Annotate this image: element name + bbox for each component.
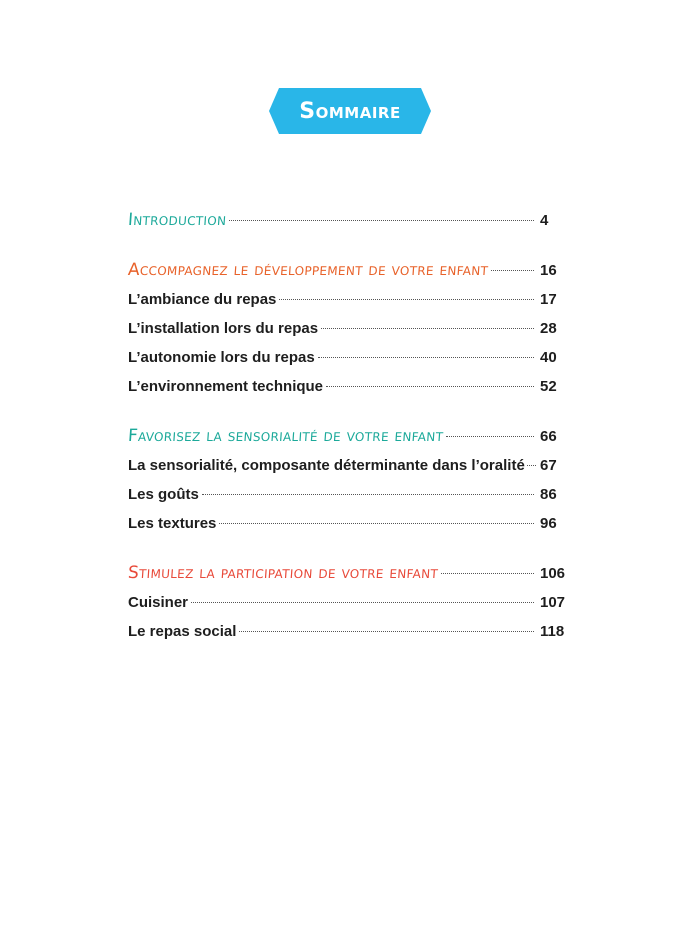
page-title: Sommaire — [299, 98, 401, 124]
toc-entry[interactable] — [128, 594, 568, 623]
toc-introduction[interactable] — [128, 210, 568, 241]
toc-page-number: 107 — [540, 594, 566, 611]
toc-page-number: 28 — [540, 320, 557, 337]
toc-part-1-label: Accompagnez le développement de votre enfant — [127, 260, 489, 280]
toc-part-3[interactable] — [128, 563, 568, 594]
toc-entry[interactable] — [128, 457, 568, 486]
dot-leader — [446, 436, 534, 437]
toc-entry-label: Cuisiner — [128, 594, 189, 611]
toc-page-number: 67 — [540, 457, 557, 474]
toc-page-number: 40 — [540, 349, 557, 366]
dot-leader — [279, 299, 534, 300]
toc-introduction-label: Introduction — [127, 210, 228, 230]
toc-page-number: 17 — [540, 291, 557, 308]
toc-part-2[interactable] — [128, 426, 568, 457]
toc-entry-label: Les textures — [128, 515, 217, 532]
toc-entry-label: L’autonomie lors du repas — [128, 349, 315, 366]
toc-entry[interactable] — [128, 486, 568, 515]
toc-entry-label: Le repas social — [128, 623, 237, 640]
toc-entry-label: L’ambiance du repas — [128, 291, 277, 308]
toc-page-number: 106 — [540, 565, 566, 582]
dot-leader — [239, 631, 534, 632]
dot-leader — [441, 573, 534, 574]
toc-entry-label: L’installation lors du repas — [128, 320, 319, 337]
dot-leader — [229, 220, 534, 221]
toc-page-number: 66 — [540, 428, 557, 445]
dot-leader — [527, 465, 536, 466]
dot-leader — [219, 523, 534, 524]
toc-part-2-label: Favorisez la sensorialité de votre enfant — [127, 426, 445, 446]
table-of-contents — [128, 210, 568, 652]
toc-page-number: 16 — [540, 262, 557, 279]
dot-leader — [191, 602, 534, 603]
toc-page-number: 118 — [540, 623, 565, 640]
toc-page-number: 96 — [540, 515, 557, 532]
dot-leader — [326, 386, 534, 387]
toc-entry[interactable] — [128, 378, 568, 407]
toc-entry-label: L’environnement technique — [128, 378, 324, 395]
toc-entry[interactable] — [128, 349, 568, 378]
toc-page-number: 52 — [540, 378, 557, 395]
toc-entry-label: Les goûts — [128, 486, 199, 503]
toc-page-number: 4 — [540, 212, 549, 229]
toc-entry[interactable] — [128, 623, 568, 652]
dot-leader — [321, 328, 534, 329]
toc-page-number: 86 — [540, 486, 557, 503]
toc-entry[interactable] — [128, 515, 568, 544]
dot-leader — [318, 357, 534, 358]
toc-entry-label: La sensorialité, composante déterminante dans l’oralité — [128, 457, 525, 474]
toc-entry[interactable] — [128, 320, 568, 349]
dot-leader — [202, 494, 534, 495]
sommaire-banner — [269, 88, 431, 134]
dot-leader — [491, 270, 534, 271]
toc-entry[interactable] — [128, 291, 568, 320]
toc-part-3-label: Stimulez la participation de votre enfant — [127, 563, 439, 583]
toc-part-1[interactable] — [128, 260, 568, 291]
